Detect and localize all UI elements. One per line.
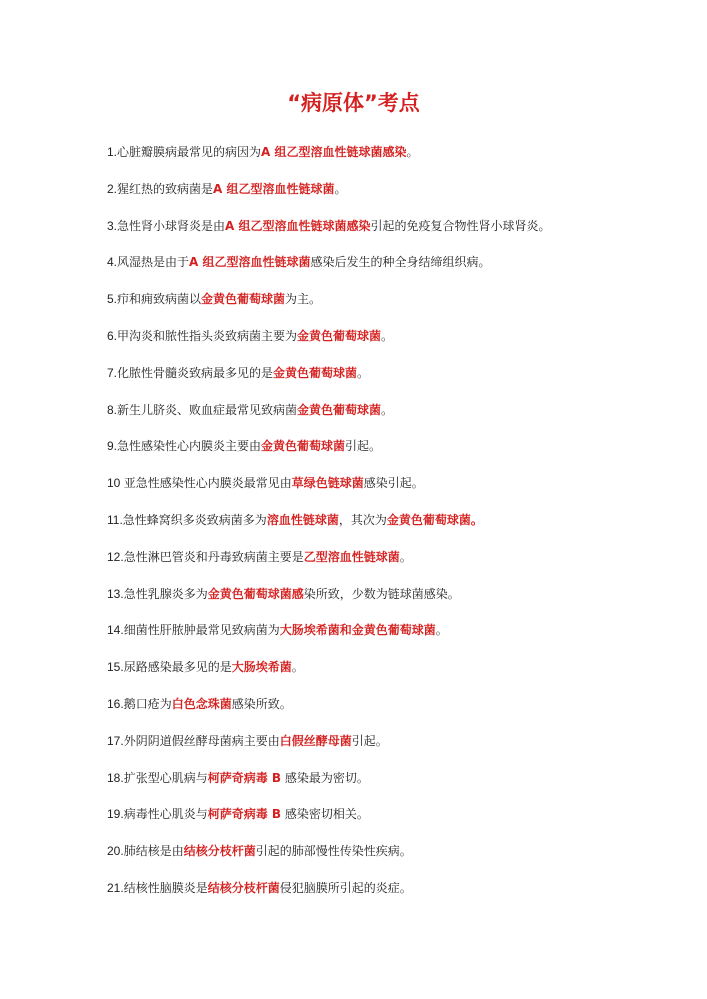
item-number: 7. (107, 365, 118, 380)
list-item (107, 658, 687, 695)
item-number: 20. (107, 844, 124, 859)
item-number: 16. (107, 696, 124, 711)
highlighted-term: 乙型溶血性链球菌 (303, 549, 400, 564)
item-text: 侵犯脑膜所引起的炎症。 (279, 880, 412, 895)
highlighted-term: 柯萨奇病毒 B (207, 770, 282, 785)
item-text: 甲沟炎和脓性指头炎致病菌主要为 (117, 328, 298, 343)
list-item (107, 585, 687, 622)
item-text: 结核性脑膜炎是 (123, 880, 208, 895)
list-item (107, 769, 687, 806)
highlighted-term: 柯萨奇病毒 B (207, 807, 282, 822)
list-item (107, 621, 687, 658)
item-text: 引起。 (351, 733, 388, 748)
item-text: 。 (406, 145, 419, 159)
item-text: 感染最为密切。 (281, 770, 369, 785)
highlighted-term: A 组乙型溶血性链球菌 (189, 255, 311, 270)
list-item (107, 364, 687, 401)
item-text: 。 (357, 365, 370, 380)
item-text: 急性肾小球肾炎是由 (117, 218, 226, 233)
list-item (107, 217, 687, 254)
list-item (107, 437, 687, 474)
highlighted-term: 结核分枝杆菌 (207, 880, 280, 895)
item-text: 急性淋巴管炎和丹毒致病菌主要是 (123, 549, 304, 564)
item-number: 5. (107, 292, 118, 307)
item-number: 6. (107, 328, 118, 343)
item-text: 。 (399, 549, 412, 564)
item-number: 3. (107, 218, 118, 233)
highlighted-term: 溶血性链球菌 (266, 512, 339, 527)
item-text: 感染所致。 (231, 696, 292, 711)
item-number: 2. (107, 181, 118, 196)
item-text: 为主。 (285, 292, 322, 307)
list-item (107, 842, 687, 879)
item-number: 12. (107, 549, 124, 564)
list-item (107, 180, 687, 217)
highlighted-term: 金黄色葡萄球菌 (201, 292, 286, 307)
highlighted-term: 金黄色葡萄球菌 (273, 365, 358, 380)
highlighted-term: 金黄色葡萄球菌。 (386, 512, 483, 527)
list-item (107, 290, 687, 327)
list-item (107, 401, 687, 438)
item-number: 15. (107, 660, 124, 675)
item-text: 引起的肺部慢性传染性疾病。 (255, 844, 412, 859)
item-text: 猩红热的致病菌是 (117, 181, 214, 196)
item-text: 引起的免疫复合物性肾小球肾炎。 (370, 218, 551, 233)
highlighted-term: 大肠埃希菌和金黄色葡萄球菌 (279, 623, 436, 638)
item-text: 疖和痈致病菌以 (117, 292, 202, 307)
list-item (107, 732, 687, 769)
list-item (107, 695, 687, 732)
document-title: “病原体”考点 (287, 91, 420, 115)
list-item (107, 879, 687, 916)
highlighted-term: 白色念珠菌 (171, 696, 232, 711)
item-text: 亚急性感染性心内膜炎最常见由 (123, 476, 292, 491)
item-text: 心脏瓣膜病最常见的病因为 (117, 145, 262, 159)
list-item (107, 805, 687, 842)
highlighted-term: 白假丝酵母菌 (279, 733, 352, 748)
item-text: 染所致，少数为链球菌感染。 (303, 586, 460, 601)
item-text: 引起。 (345, 439, 382, 454)
item-text: 。 (334, 181, 347, 196)
highlighted-term: A 组乙型溶血性链球菌感染 (261, 145, 407, 159)
item-text: 。 (381, 328, 394, 343)
item-text: 急性乳腺炎多为 (123, 586, 208, 601)
item-text: 肺结核是由 (123, 844, 184, 859)
item-text: 病毒性心肌炎与 (123, 807, 208, 822)
item-text: 急性感染性心内膜炎主要由 (117, 439, 262, 454)
highlighted-term: 大肠埃希菌 (231, 660, 292, 675)
highlighted-term: 草绿色链球菌 (291, 476, 364, 491)
item-text: 化脓性骨髓炎致病最多见的是 (117, 365, 274, 380)
item-text: 感染后发生的种全身结缔组织病。 (310, 255, 491, 270)
item-number: 9. (107, 439, 118, 454)
item-list (107, 143, 687, 916)
highlighted-term: 金黄色葡萄球菌感 (207, 586, 304, 601)
item-text: 尿路感染最多见的是 (123, 660, 232, 675)
item-text: 风湿热是由于 (117, 255, 190, 270)
item-text: 感染密切相关。 (281, 807, 369, 822)
list-item (107, 327, 687, 364)
item-number: 11. (107, 512, 123, 527)
list-item (107, 474, 687, 511)
item-text: 感染引起。 (363, 476, 424, 491)
item-number: 13. (107, 586, 124, 601)
item-number: 10 (107, 476, 124, 491)
item-text: 。 (435, 623, 448, 638)
item-text: ，其次为 (338, 512, 387, 527)
highlighted-term: 金黄色葡萄球菌 (261, 439, 346, 454)
highlighted-term: A 组乙型溶血性链球菌 (213, 181, 335, 196)
list-item (107, 548, 687, 585)
list-item (107, 511, 687, 548)
item-number: 21. (107, 880, 124, 895)
item-text: 。 (291, 660, 304, 675)
item-number: 14. (107, 623, 124, 638)
list-item (107, 143, 687, 180)
item-text: 细菌性肝脓肿最常见致病菌为 (123, 623, 280, 638)
highlighted-term: 结核分枝杆菌 (183, 844, 256, 859)
item-text: 扩张型心肌病与 (123, 770, 208, 785)
list-item (107, 253, 687, 290)
item-text: 鹅口疮为 (123, 696, 172, 711)
highlighted-term: 金黄色葡萄球菌 (297, 328, 382, 343)
item-number: 17. (107, 733, 124, 748)
highlighted-term: 金黄色葡萄球菌 (297, 402, 382, 417)
item-text: 外阴阴道假丝酵母菌病主要由 (123, 733, 280, 748)
highlighted-term: A 组乙型溶血性链球菌感染 (225, 218, 371, 233)
item-number: 8. (107, 402, 118, 417)
item-number: 18. (107, 770, 124, 785)
item-text: 急性蜂窝织多炎致病菌多为 (122, 512, 267, 527)
item-number: 1. (107, 145, 118, 159)
item-number: 19. (107, 807, 124, 822)
item-text: 。 (381, 402, 394, 417)
item-number: 4. (107, 255, 118, 270)
item-text: 新生儿脐炎、败血症最常见致病菌 (117, 402, 298, 417)
